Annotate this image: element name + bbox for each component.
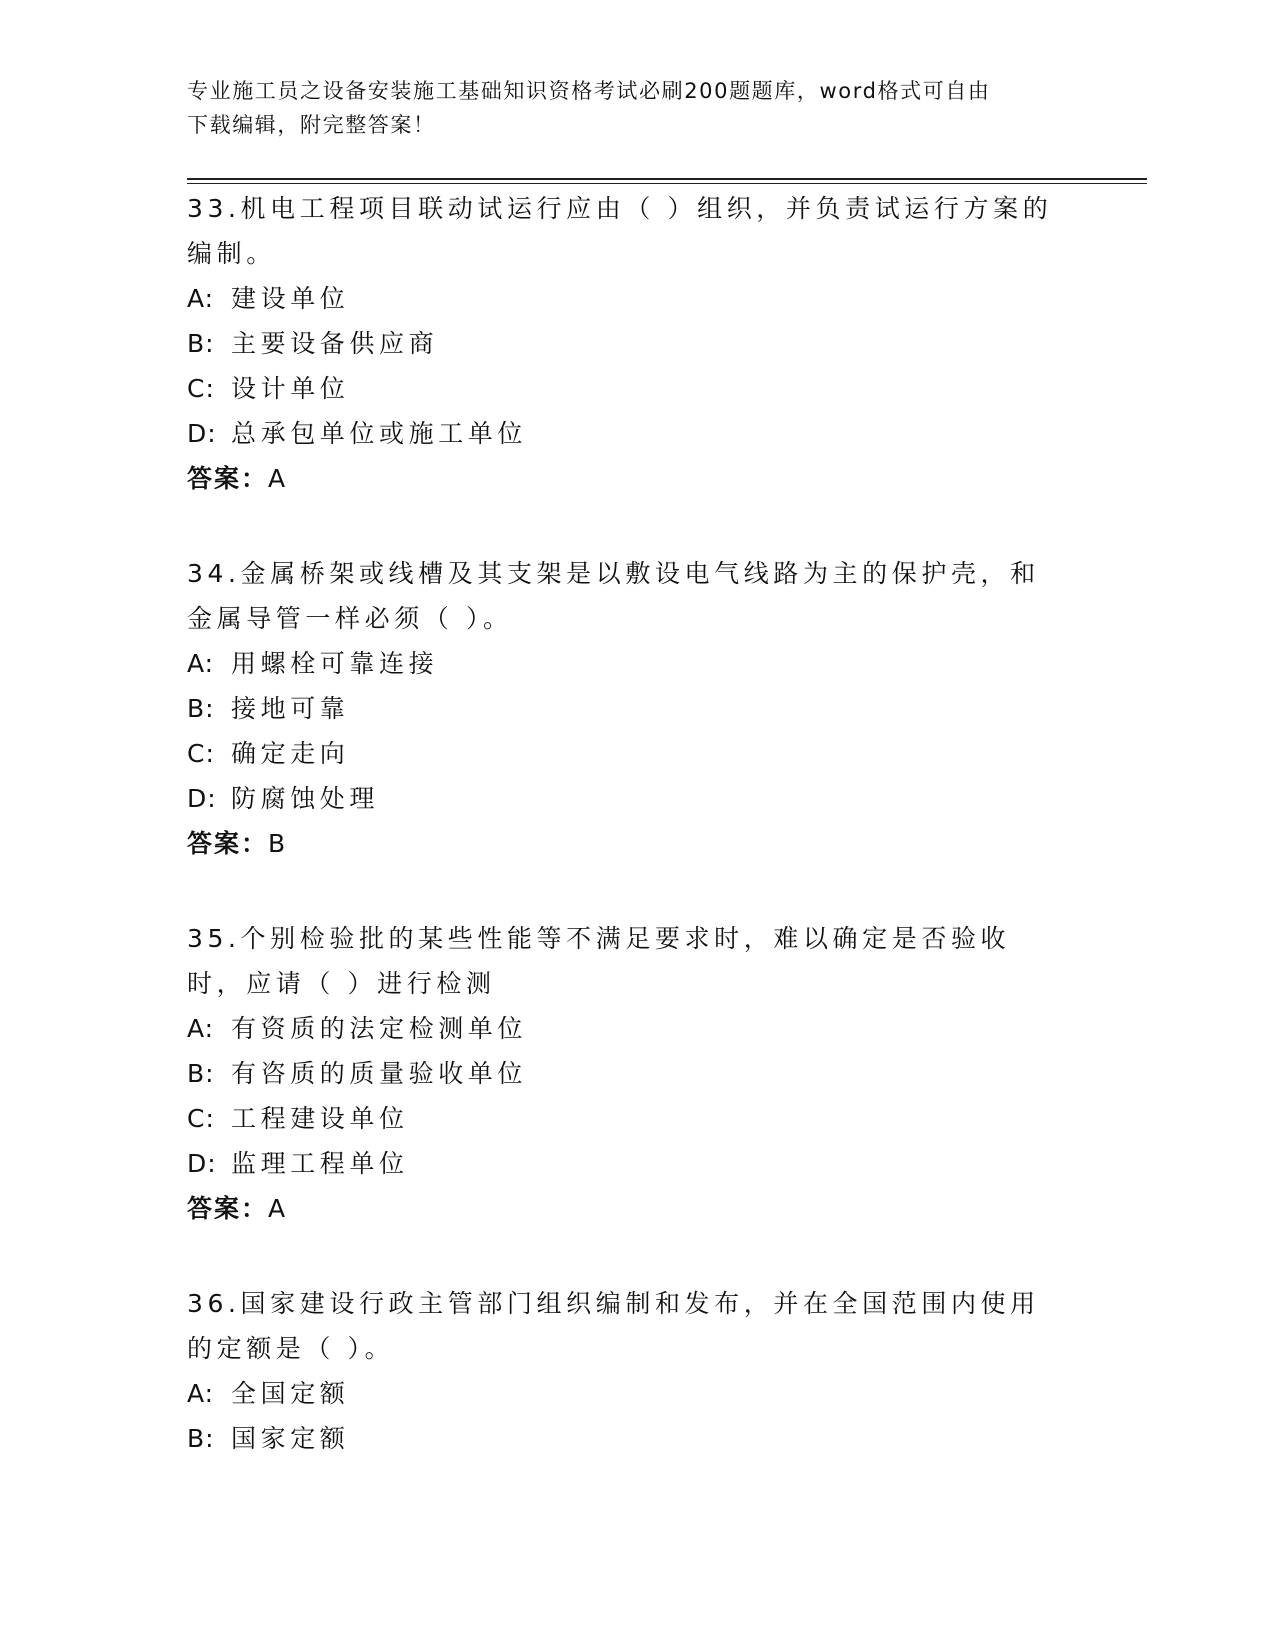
option-c [187, 731, 1087, 776]
option-a [187, 276, 1087, 321]
option-letter: D: [187, 784, 217, 813]
option-b [187, 686, 1087, 731]
option-d [187, 1141, 1087, 1186]
question-36 [187, 1281, 1087, 1461]
answer-label: 答案： [187, 464, 269, 493]
question-stem: 35.个别检验批的某些性能等不满足要求时，难以确定是否验收时，应请（ ）进行检测 [187, 924, 1011, 998]
option-text: 接地可靠 [231, 694, 350, 723]
option-a [187, 1371, 1087, 1416]
question-stem: 33.机电工程项目联动试运行应由（ ）组织，并负责试运行方案的编制。 [187, 194, 1053, 268]
question-stem: 34.金属桥架或线槽及其支架是以敷设电气线路为主的保护壳，和金属导管一样必须（ ）。 [187, 559, 1040, 633]
answer-value: A [268, 464, 286, 493]
option-text: 设计单位 [231, 374, 350, 403]
option-text: 监理工程单位 [231, 1149, 409, 1178]
header-line-1: 专业施工员之设备安装施工基础知识资格考试必刷200题题库，word格式可自由 [187, 79, 991, 103]
option-text: 工程建设单位 [231, 1104, 409, 1133]
question-list [187, 186, 1087, 1511]
answer-label: 答案： [187, 829, 269, 858]
answer-line [187, 1186, 1087, 1231]
header-line-2: 下载编辑，附完整答案！ [187, 113, 436, 137]
option-d [187, 411, 1087, 456]
document-header [187, 74, 1067, 142]
option-letter: D: [187, 1149, 217, 1178]
option-letter: B: [187, 1424, 215, 1453]
option-b [187, 1416, 1087, 1461]
answer-line [187, 456, 1087, 501]
answer-line [187, 821, 1087, 866]
option-text: 用螺栓可靠连接 [231, 649, 439, 678]
option-text: 有资质的法定检测单位 [231, 1014, 528, 1043]
option-text: 主要设备供应商 [231, 329, 439, 358]
header-divider [187, 178, 1147, 180]
option-a [187, 641, 1087, 686]
option-letter: B: [187, 694, 215, 723]
answer-label: 答案： [187, 1194, 269, 1223]
option-text: 有咨质的质量验收单位 [231, 1059, 528, 1088]
option-text: 国家定额 [231, 1424, 350, 1453]
option-text: 总承包单位或施工单位 [231, 419, 528, 448]
option-text: 防腐蚀处理 [231, 784, 380, 813]
option-letter: A: [187, 649, 215, 678]
header-divider-thin [187, 183, 1147, 184]
answer-value: A [268, 1194, 286, 1223]
option-letter: A: [187, 284, 215, 313]
question-stem: 36.国家建设行政主管部门组织编制和发布，并在全国范围内使用的定额是（ ）。 [187, 1289, 1040, 1363]
answer-value: B [268, 829, 286, 858]
option-b [187, 1051, 1087, 1096]
option-text: 建设单位 [231, 284, 350, 313]
question-35 [187, 916, 1087, 1231]
option-text: 全国定额 [231, 1379, 350, 1408]
option-letter: B: [187, 1059, 215, 1088]
option-letter: B: [187, 329, 215, 358]
option-letter: C: [187, 1104, 215, 1133]
option-letter: C: [187, 374, 215, 403]
question-33 [187, 186, 1087, 501]
option-b [187, 321, 1087, 366]
option-d [187, 776, 1087, 821]
option-letter: A: [187, 1014, 215, 1043]
option-c [187, 366, 1087, 411]
option-text: 确定走向 [231, 739, 350, 768]
option-letter: A: [187, 1379, 215, 1408]
option-c [187, 1096, 1087, 1141]
option-letter: C: [187, 739, 215, 768]
option-letter: D: [187, 419, 217, 448]
question-34 [187, 551, 1087, 866]
option-a [187, 1006, 1087, 1051]
